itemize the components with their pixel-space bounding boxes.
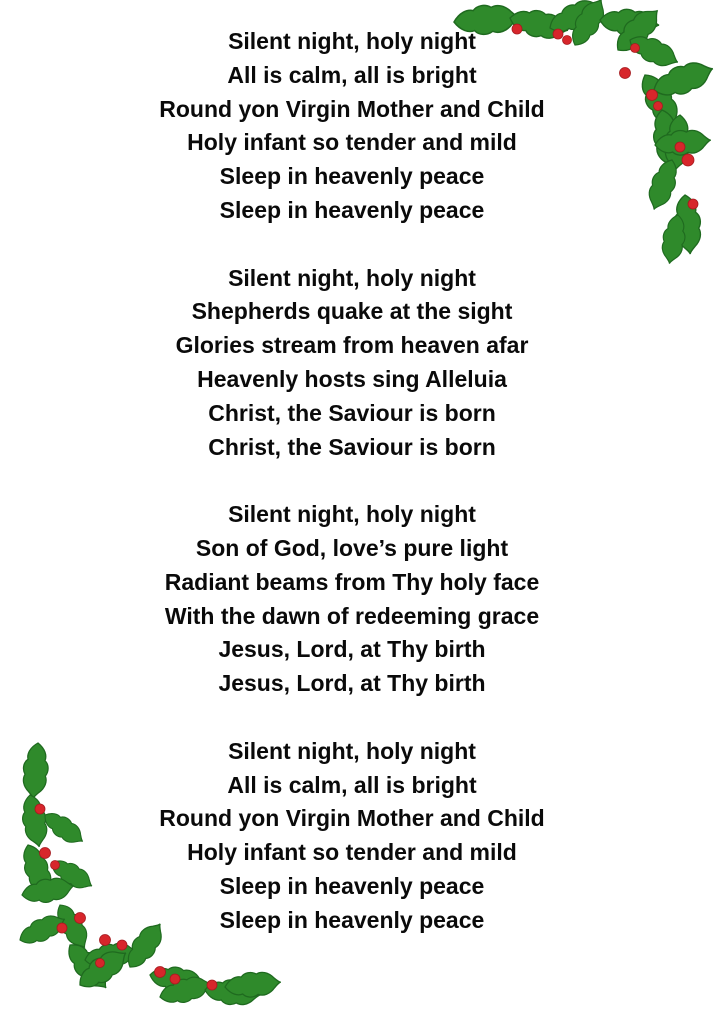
lyric-line: Christ, the Saviour is born bbox=[208, 433, 496, 460]
lyric-line: Shepherds quake at the sight bbox=[191, 298, 513, 325]
lyric-line: Christ, the Saviour is born bbox=[208, 399, 496, 426]
lyric-line: All is calm, all is bright bbox=[227, 61, 477, 88]
lyric-line: Sleep in heavenly peace bbox=[219, 163, 485, 190]
lyric-line: Jesus, Lord, at Thy birth bbox=[218, 636, 486, 663]
lyric-line: Sleep in heavenly peace bbox=[219, 872, 485, 899]
lyric-line: Son of God, love’s pure light bbox=[195, 534, 509, 561]
lyric-line: Sleep in heavenly peace bbox=[219, 906, 485, 933]
lyric-line: All is calm, all is bright bbox=[227, 771, 477, 798]
lyric-line: Silent night, holy night bbox=[228, 737, 476, 764]
lyric-line: Radiant beams from Thy holy face bbox=[164, 568, 540, 595]
lyric-line: Heavenly hosts sing Alleluia bbox=[197, 365, 507, 392]
verse-2 bbox=[0, 262, 704, 465]
lyric-line: With the dawn of redeeming grace bbox=[164, 602, 540, 629]
verse-1 bbox=[0, 25, 704, 228]
lyric-line: Glories stream from heaven afar bbox=[175, 332, 529, 359]
lyric-line: Silent night, holy night bbox=[228, 28, 476, 54]
lyric-line: Holy infant so tender and mild bbox=[187, 839, 517, 866]
lyric-line: Silent night, holy night bbox=[228, 501, 476, 528]
lyric-line: Silent night, holy night bbox=[228, 264, 476, 291]
lyric-line: Jesus, Lord, at Thy birth bbox=[218, 670, 486, 697]
holly-sprig-icon bbox=[0, 735, 300, 1024]
lyric-line: Round yon Virgin Mother and Child bbox=[159, 95, 545, 122]
lyric-line: Holy infant so tender and mild bbox=[187, 129, 517, 156]
lyric-line: Sleep in heavenly peace bbox=[219, 196, 485, 223]
lyric-line: Round yon Virgin Mother and Child bbox=[159, 805, 545, 832]
verse-3 bbox=[0, 498, 704, 701]
